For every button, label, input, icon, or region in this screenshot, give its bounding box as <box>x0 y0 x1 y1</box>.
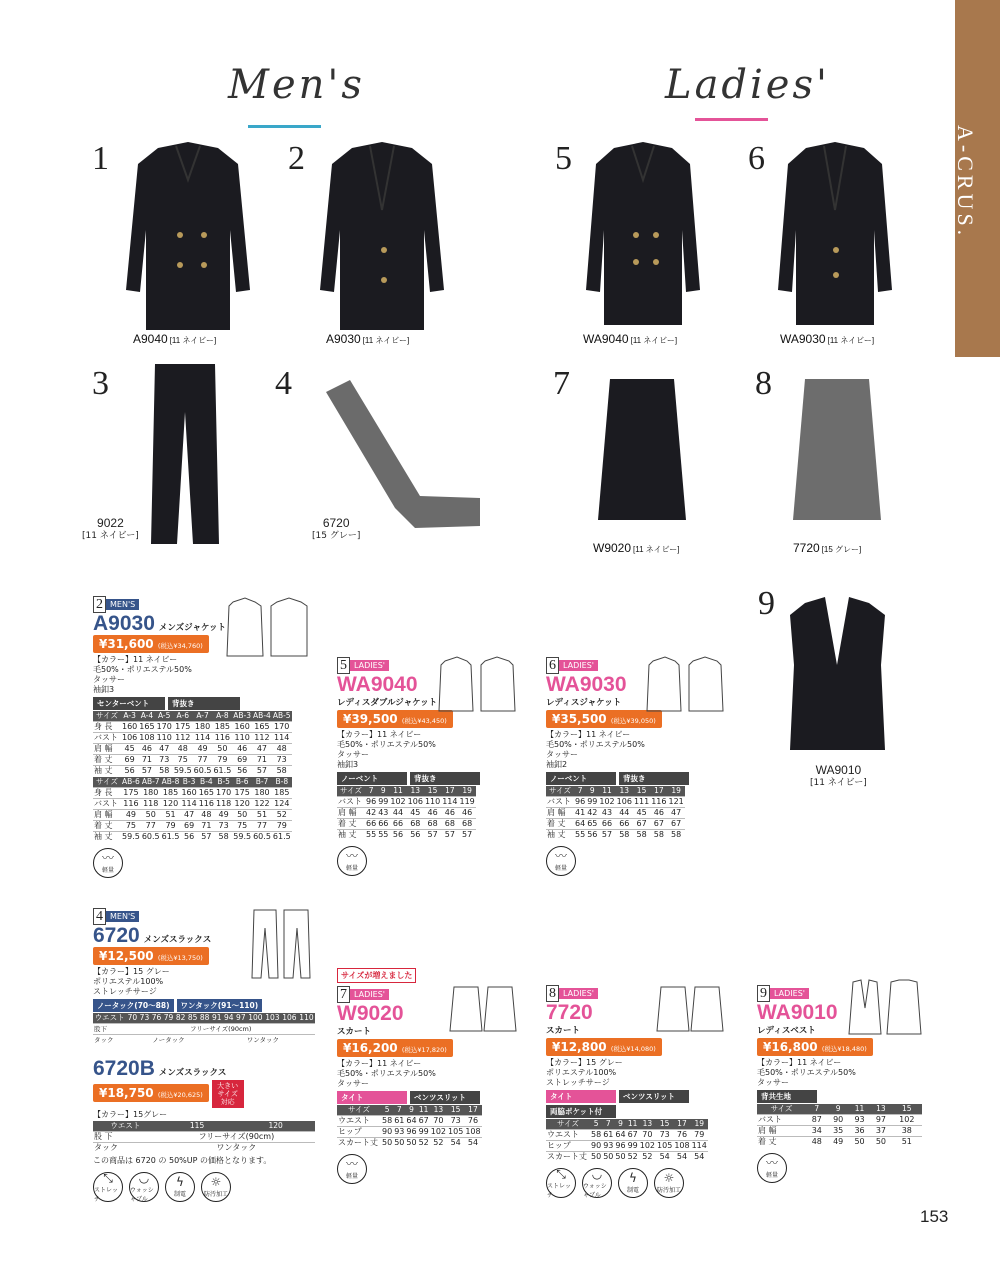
photo-number: 6 <box>748 140 765 177</box>
product-name: レディスベスト <box>757 1026 816 1036</box>
price-badge: ¥31,600 (税込¥34,760) <box>93 635 209 653</box>
mens-underline <box>248 125 321 128</box>
product-name: メンズスラックス <box>158 1068 227 1078</box>
price-badge: ¥35,500 (税込¥39,050) <box>546 710 662 728</box>
spec-header: 背抜き <box>410 772 480 785</box>
photo-label: A9030 [11 ネイビー] <box>326 332 410 346</box>
photo-label: 7720 [15 グレー] <box>793 541 862 555</box>
skirt-diagram <box>448 985 518 1035</box>
mens-tag: MEN'S <box>106 599 139 610</box>
product-code: W9020 <box>337 1002 404 1025</box>
photo-number: 9 <box>758 585 775 622</box>
spec-list: 【カラー】15グレー <box>93 1110 168 1119</box>
jacket-photo-a9030 <box>312 140 452 332</box>
vest-photo-wa9010 <box>785 595 890 755</box>
size-table: サイズ 7 9 11 13 15 バスト 87 90 93 97 102 肩 幅 34 35 36 37 38 着 丈 48 49 50 50 51 <box>757 1104 922 1147</box>
spec-list: 【カラー】15 グレー ポリエステル100% ストレッチサージ <box>546 1058 623 1087</box>
skirt-photo-w9020 <box>592 375 692 525</box>
ladies-tag: LADIES' <box>350 989 389 1000</box>
price-badge: ¥12,800 (税込¥14,080) <box>546 1038 662 1056</box>
photo-label: A9040 [11 ネイビー] <box>133 332 217 346</box>
ladies-underline <box>695 118 768 121</box>
photo-number: 5 <box>555 140 572 177</box>
brand-logo: A-CRUS. <box>953 125 978 240</box>
item-number: 4 <box>93 908 106 925</box>
large-size-badge: 大きいサイズ対応 <box>212 1080 244 1108</box>
mens-heading: Men's <box>228 62 365 108</box>
spec-list: 【カラー】11 ネイビー 毛50%・ポリエステル50% タッサー 袖釦3 <box>337 730 436 769</box>
jacket-diagram <box>437 655 517 715</box>
jacket-photo-a9040 <box>118 140 258 332</box>
photo-number: 7 <box>553 365 570 402</box>
price-badge: ¥39,500 (税込¥43,450) <box>337 710 453 728</box>
item-number: 2 <box>93 596 106 613</box>
size-table: サイズ 5 7 9 11 13 15 17 19 ウエスト 58 61 64 67 70 73 76 79 ヒップ 90 93 96 99 102 105 108 114 スカート丈 50 50 50 52 52 54 54 54 <box>547 1119 707 1161</box>
stretch-icon: ⤡ ストレッチ <box>546 1168 576 1198</box>
mens-tag: MEN'S <box>106 911 139 922</box>
photo-label: WA9030 [11 ネイビー] <box>780 332 875 346</box>
vest-diagram <box>845 978 925 1038</box>
price-badge: ¥16,200 (税込¥17,820) <box>337 1039 453 1057</box>
washable-icon: ◡ ウォッシャブル <box>129 1172 159 1202</box>
spec-header: ノータック(70〜88) <box>93 999 174 1012</box>
photo-number: 2 <box>288 140 305 177</box>
spec-header: タイト <box>546 1090 616 1103</box>
photo-number: 8 <box>755 365 772 402</box>
antistatic-icon: ϟ 制電 <box>165 1172 195 1202</box>
size-table: サイズ A-3 A-4 A-5 A-6 A-7 A-8 AB-3 AB-4 AB-5 身 長 160 165 170 175 180 185 160 165 170 バスト 106 108 110 112 114 116 110 112 114 肩 幅 45 46 47 48 49 50 46 47 48 着 丈 69 71 73 75 77 79 69 71 73 袖 丈 56 57 58 59.5 60.5 61.5 56 57 58 <box>94 711 291 775</box>
price-badge: ¥12,500 (税込¥13,750) <box>93 947 209 965</box>
product-name: メンズスラックス <box>143 935 212 945</box>
spec-list: 【カラー】11 ネイビー 毛50%・ポリエステル50% タッサー 袖釦2 <box>546 730 645 769</box>
size-table: ウエスト 115 120 股 下 フリーサイズ(90cm) タック ワンタック <box>93 1121 315 1153</box>
size-table: サイズ AB-6 AB-7 AB-8 B-3 B-4 B-5 B-6 B-7 B-8 身 長 175 180 185 160 165 170 175 180 185 バスト 116 118 120 114 116 118 120 122 124 肩 幅 49 50 51 47 48 49 50 51 52 着 丈 75 77 79 69 71 73 75 77 79 袖 丈 59.5 60.5 61.5 56 57 58 59.5 60.5 61.5 <box>94 777 291 841</box>
trousers-photo-9022 <box>145 362 225 547</box>
item-number: 9 <box>757 985 770 1002</box>
lightweight-icon: 〰 軽量 <box>546 846 576 876</box>
new-size-label: サイズが増えました <box>337 968 416 983</box>
product-code: 6720 <box>93 924 140 947</box>
spec-list: 【カラー】11 ネイビー 毛50%・ポリエステル50% タッサー <box>337 1059 436 1088</box>
product-name: スカート <box>546 1026 581 1036</box>
spec-header: ベンツスリット <box>619 1090 689 1103</box>
jacket-diagram <box>645 655 725 715</box>
product-code: WA9010 <box>757 1001 838 1024</box>
spec-header: 両脇ポケット付 <box>546 1105 616 1118</box>
price-badge: ¥16,800 (税込¥18,480) <box>757 1038 873 1056</box>
spec-header: ノーベント <box>337 772 407 785</box>
photo-label: WA9010 [11 ネイビー] <box>810 763 867 788</box>
product-name: レディスジャケット <box>546 698 622 708</box>
spec-header: タイト <box>337 1091 407 1104</box>
ladies-heading: Ladies' <box>665 62 831 108</box>
spec-header: ワンタック(91〜110) <box>177 999 263 1012</box>
skirt-diagram <box>655 985 725 1035</box>
stain-resistant-icon: ☼ 防汚加工 <box>654 1168 684 1198</box>
photo-label: 6720 [15 グレー] <box>312 516 361 541</box>
size-table: ウエスト 70 73 76 79 82 85 88 91 94 97 100 103 106 110 股下 フリーサイズ(90cm) タック ノータック ワンタック <box>94 1013 314 1044</box>
ladies-tag: LADIES' <box>770 988 809 999</box>
ladies-tag: LADIES' <box>559 988 598 999</box>
jacket-photo-wa9030 <box>770 140 900 332</box>
washable-icon: ◡ ウォッシャブル <box>582 1168 612 1198</box>
spec-header: 背抜き <box>619 772 689 785</box>
spec-list: 【カラー】15 グレー ポリエステル100% ストレッチサージ <box>93 967 170 996</box>
product-code: 6720B <box>93 1057 155 1080</box>
product-name: レディスダブルジャケット <box>337 698 438 708</box>
photo-label: W9020 [11 ネイビー] <box>593 541 680 555</box>
page-number: 153 <box>920 1207 949 1226</box>
spec-header: センターベント <box>93 697 165 710</box>
stretch-icon: ⤡ ストレッチ <box>93 1172 123 1202</box>
lightweight-icon: 〰 軽量 <box>337 846 367 876</box>
jacket-photo-wa9040 <box>578 140 708 332</box>
ladies-tag: LADIES' <box>350 660 389 671</box>
item-number: 8 <box>546 985 559 1002</box>
skirt-photo-7720 <box>787 375 887 525</box>
antistatic-icon: ϟ 制電 <box>618 1168 648 1198</box>
item-number: 7 <box>337 986 350 1003</box>
product-code: 7720 <box>546 1001 593 1024</box>
photo-label: WA9040 [11 ネイビー] <box>583 332 678 346</box>
item-number: 6 <box>546 657 559 674</box>
size-table: サイズ 7 9 11 13 15 17 19 バスト 96 99 102 106 111 116 121 肩 幅 41 42 43 44 45 46 47 着 丈 64 65 66 66 67 67 67 袖 丈 55 56 57 58 58 58 58 <box>547 786 684 839</box>
lightweight-icon: 〰 軽量 <box>337 1154 367 1184</box>
photo-number: 3 <box>92 365 109 402</box>
spec-list: 【カラー】11 ネイビー 毛50%・ポリエステル50% タッサー 袖釦3 <box>93 655 192 694</box>
photo-number: 4 <box>275 365 292 402</box>
spec-header: ベンツスリット <box>410 1091 480 1104</box>
lightweight-icon: 〰 軽量 <box>757 1153 787 1183</box>
product-code: WA9040 <box>337 673 418 696</box>
spec-header: 背共生地 <box>757 1090 817 1103</box>
product-code: WA9030 <box>546 673 627 696</box>
stain-resistant-icon: ☼ 防汚加工 <box>201 1172 231 1202</box>
photo-label: 9022 [11 ネイビー] <box>82 516 139 541</box>
price-badge: ¥18,750 (税込¥20,625) <box>93 1084 209 1102</box>
photo-number: 1 <box>92 140 109 177</box>
spec-header: 背抜き <box>168 697 240 710</box>
product-6720b <box>93 1058 318 1202</box>
spec-list: 【カラー】11 ネイビー 毛50%・ポリエステル50% タッサー <box>757 1058 856 1087</box>
size-table: サイズ 5 7 9 11 13 15 17 ウエスト 58 61 64 67 70 73 76 ヒップ 90 93 96 99 102 105 108 スカート丈 50 50 50 52 52 54 54 <box>338 1105 481 1147</box>
product-name: メンズジャケット <box>158 623 227 633</box>
ladies-tag: LADIES' <box>559 660 598 671</box>
product-code: A9030 <box>93 612 155 635</box>
size-table: サイズ 7 9 11 13 15 17 19 バスト 96 99 102 106 110 114 119 肩 幅 42 43 44 45 46 46 46 着 丈 66 66 66 68 68 68 68 袖 丈 55 55 56 56 57 57 57 <box>338 786 475 839</box>
slacks-diagram <box>250 908 312 980</box>
spec-header: ノーベント <box>546 772 616 785</box>
item-number: 5 <box>337 657 350 674</box>
jacket-diagram <box>225 596 310 660</box>
product-name: スカート <box>337 1027 372 1037</box>
trousers-photo-6720 <box>320 378 490 538</box>
lightweight-icon: 〰 軽量 <box>93 848 123 878</box>
price-note: この商品は 6720 の 50%UP の価格となります。 <box>93 1156 272 1165</box>
